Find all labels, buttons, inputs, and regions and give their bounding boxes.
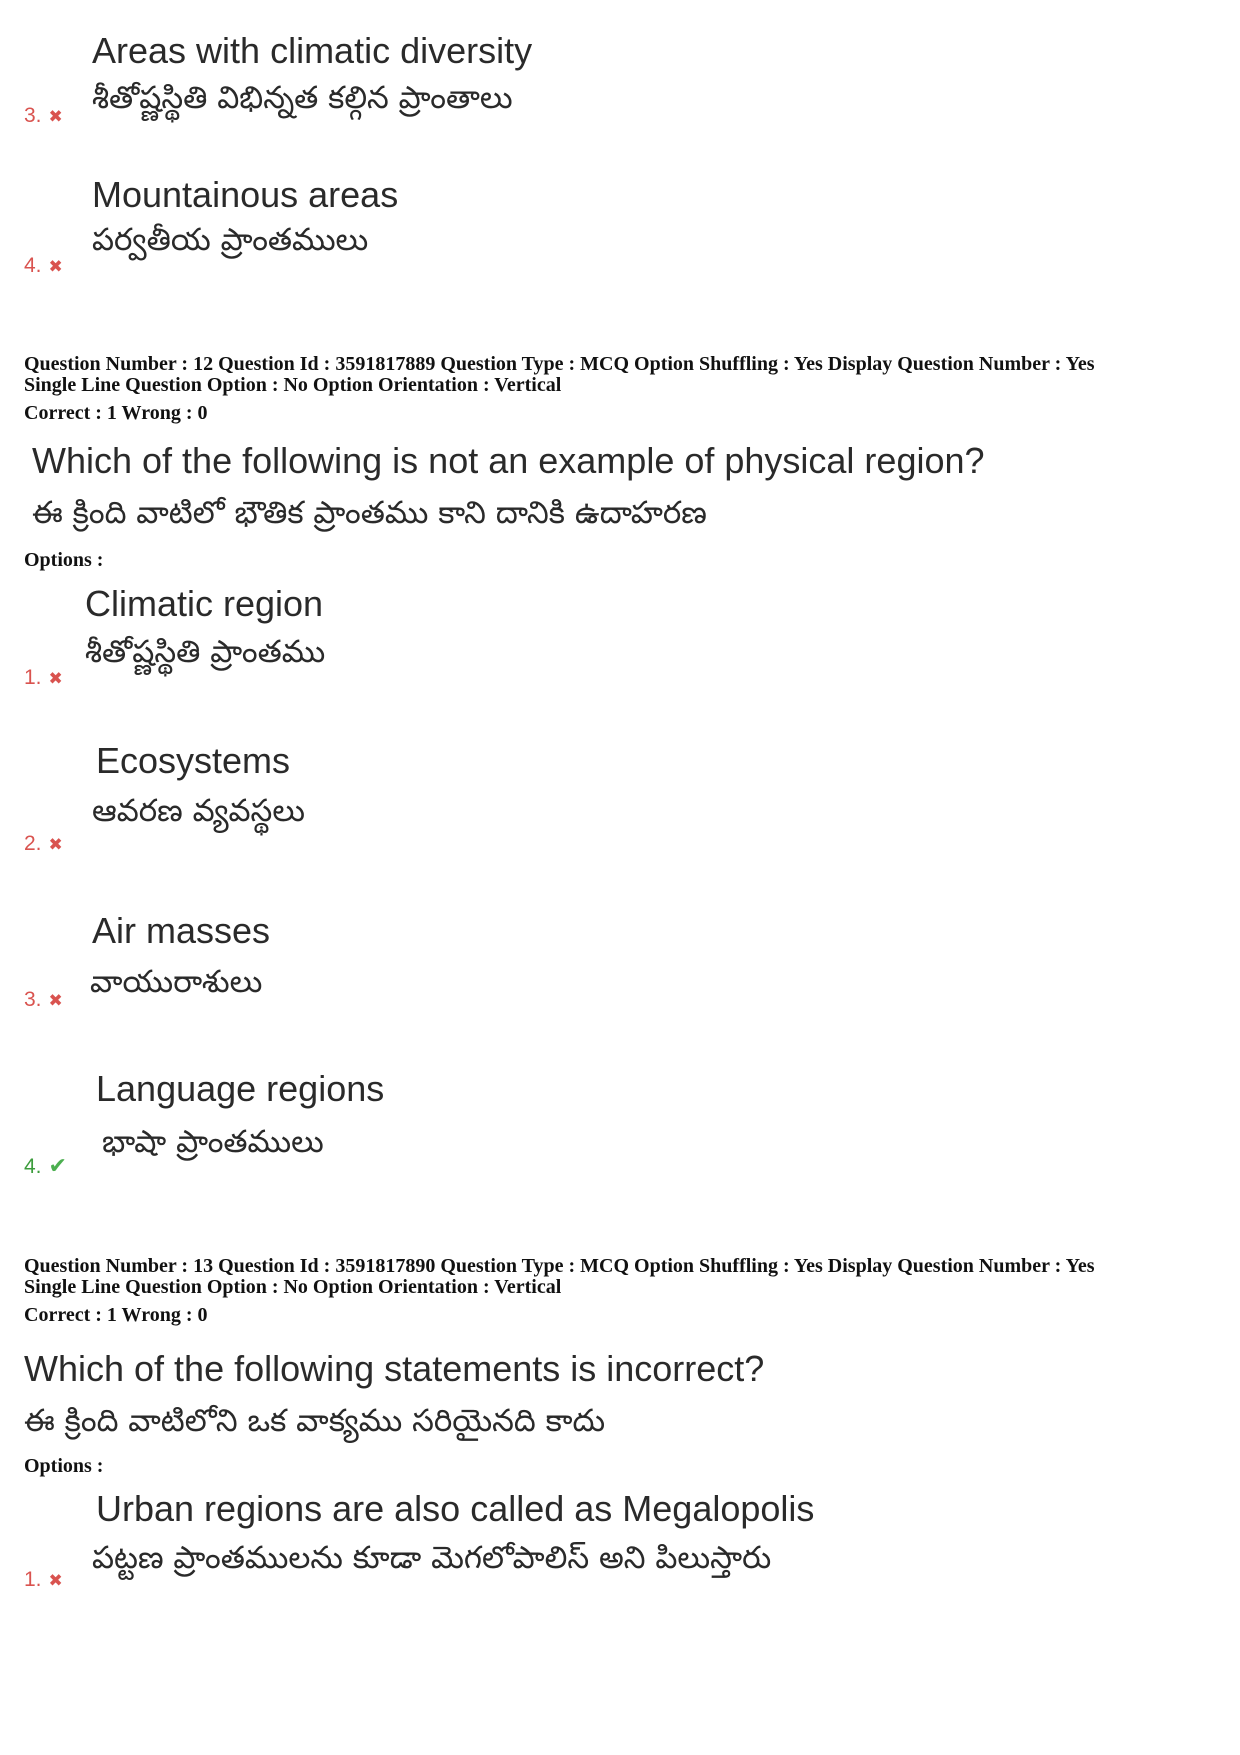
q12-options-label: Options : [24, 549, 104, 571]
q12-option-4-number-row [24, 1154, 67, 1179]
q12-option-2-number: 2. [24, 832, 42, 855]
option-4-number: 4. [24, 254, 42, 277]
wrong-icon: ✖ [48, 107, 63, 127]
q12-option-2-english: Ecosystems [96, 740, 291, 781]
q13-question-telugu: ఈ క్రింది వాటిలోని ఒక వాక్యము సరియైనది కాదు [24, 1403, 606, 1439]
q13-meta-line2: Single Line Question Option : No Option Orientation : Vertical [24, 1276, 562, 1298]
option-4-english: Mountainous areas [92, 174, 399, 215]
q12-question-english: Which of the following is not an example of physical region? [32, 440, 985, 481]
q13-option-1-number-row [24, 1568, 63, 1592]
wrong-icon: ✖ [48, 991, 63, 1011]
q13-meta-line1: Question Number : 13 Question Id : 3591817890 Question Type : MCQ Option Shuffling : Yes Display Question Number : Yes [24, 1255, 1095, 1277]
q12-meta-line2: Single Line Question Option : No Option Orientation : Vertical [24, 374, 562, 396]
q13-score: Correct : 1 Wrong : 0 [24, 1304, 208, 1326]
q12-option-1-english: Climatic region [85, 583, 324, 624]
q13-option-1-english: Urban regions are also called as Megalopolis [96, 1488, 815, 1529]
q12-meta-line1: Question Number : 12 Question Id : 3591817889 Question Type : MCQ Option Shuffling : Yes Display Question Number : Yes [24, 353, 1095, 375]
wrong-icon: ✖ [48, 1571, 63, 1591]
q12-option-4-english: Language regions [96, 1068, 385, 1109]
q13-question-english: Which of the following statements is incorrect? [24, 1348, 765, 1389]
option-3-english: Areas with climatic diversity [92, 30, 533, 71]
correct-check-icon: ✔ [48, 1154, 67, 1179]
wrong-icon: ✖ [48, 257, 63, 277]
q12-score: Correct : 1 Wrong : 0 [24, 402, 208, 424]
q12-option-3-telugu: వాయురాశులు [90, 964, 263, 1000]
q12-option-1-telugu: శీతోష్ణస్థితి ప్రాంతము [85, 634, 326, 670]
q12-option-3-number-row [24, 988, 63, 1012]
wrong-icon: ✖ [48, 669, 63, 689]
option-4-telugu: పర్వతీయ ప్రాంతములు [92, 222, 369, 258]
q12-option-4-number: 4. [24, 1155, 42, 1178]
q13-options-label: Options : [24, 1455, 104, 1477]
option-3-number: 3. [24, 104, 42, 127]
q12-option-2-telugu: ఆవరణ వ్యవస్థలు [92, 793, 306, 829]
q12-option-1-number: 1. [24, 666, 42, 689]
q12-option-2-number-row [24, 832, 63, 856]
option-4-number-row [24, 254, 63, 278]
q12-question-telugu: ఈ క్రింది వాటిలో భౌతిక ప్రాంతము కాని దానికి ఉదాహరణ [32, 495, 707, 531]
wrong-icon: ✖ [48, 835, 63, 855]
q12-option-3-number: 3. [24, 988, 42, 1011]
q12-option-1-number-row [24, 666, 63, 690]
q12-option-4-telugu: భాషా ప్రాంతములు [102, 1124, 324, 1160]
q13-option-1-number: 1. [24, 1568, 42, 1591]
q12-option-3-english: Air masses [92, 910, 271, 951]
q13-option-1-telugu: పట్టణ ప్రాంతములను కూడా మెగలోపాలిస్ అని పిలుస్తారు [92, 1540, 772, 1576]
option-3-number-row [24, 104, 63, 128]
option-3-telugu: శీతోష్ణస్థితి విభిన్నత కల్గిన ప్రాంతాలు [92, 80, 513, 116]
